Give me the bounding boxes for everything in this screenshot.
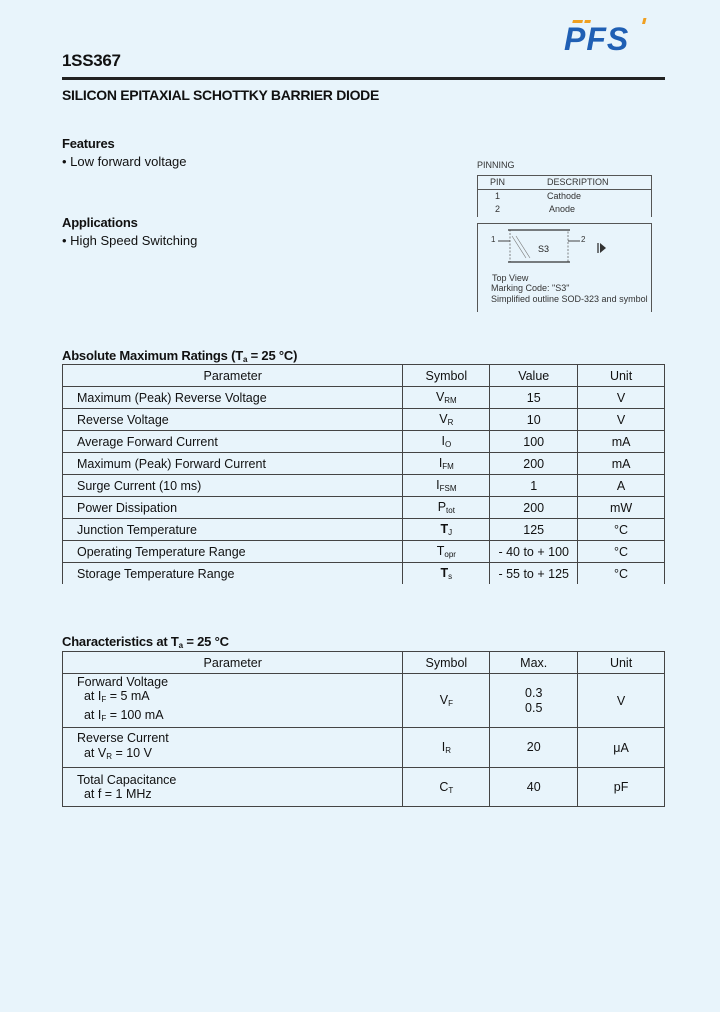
description-header: DESCRIPTION (547, 177, 609, 187)
table-row (63, 674, 665, 728)
param-cell (63, 728, 403, 768)
caption-line: Simplified outline SOD-323 and symbol (491, 294, 648, 304)
symbol-cell: $V_F$ (403, 674, 490, 728)
pin-number: 2 (495, 204, 501, 214)
symbol-cell: $V_R$ (403, 409, 490, 431)
symbol-cell: $T_{opr}$ (403, 541, 490, 563)
unit-cell: °C (578, 563, 665, 585)
table-row (63, 431, 665, 453)
symbol-cell: $C_T$ (403, 768, 490, 807)
unit-cell: μA (578, 728, 665, 768)
header-symbol: Symbol (403, 652, 490, 674)
pin-header: PIN (490, 177, 506, 187)
param-cell: Operating Temperature Range (63, 541, 403, 563)
param-line: at $V_R = 10$ V (77, 745, 152, 761)
symbol-cell: $V_{RM}$ (403, 387, 490, 409)
pfs-logo (560, 16, 650, 56)
value-cell: 10 (490, 409, 578, 431)
header-rule (62, 77, 665, 80)
package-outline-box (477, 223, 652, 312)
caption-line: Top View (492, 273, 529, 283)
param-cell (63, 768, 403, 807)
value-cell: 200 (490, 453, 578, 475)
param-cell: Junction Temperature (63, 519, 403, 541)
param-cell: Maximum (Peak) Forward Current (63, 453, 403, 475)
unit-cell: V (578, 409, 665, 431)
pin-description: Anode (549, 204, 576, 214)
param-cell: Maximum (Peak) Reverse Voltage (63, 387, 403, 409)
param-cell: Average Forward Current (63, 431, 403, 453)
value-cell: 1 (490, 475, 578, 497)
unit-cell: V (578, 674, 665, 728)
header-unit: Unit (578, 652, 665, 674)
param-line: at $I_F = 5$ mA (77, 689, 150, 705)
unit-cell: °C (578, 519, 665, 541)
unit-cell: mA (578, 453, 665, 475)
table-header-row (63, 365, 665, 387)
table-row (63, 475, 665, 497)
pinning-row (478, 191, 651, 204)
symbol-cell: $I_O$ (403, 431, 490, 453)
diagram-marking: S3 (538, 244, 550, 254)
header-parameter: Parameter (63, 365, 403, 387)
param-cell: Reverse Voltage (63, 409, 403, 431)
value-cell: 200 (490, 497, 578, 519)
characteristics-table (62, 651, 665, 807)
table-header-row (63, 652, 665, 674)
param-line: Total Capacitance (77, 772, 177, 787)
logo-text: PFS (564, 21, 630, 56)
pin-number: 1 (495, 191, 501, 201)
sod323-outline-diagram (478, 224, 651, 274)
pinning-row (478, 204, 651, 217)
header-parameter: Parameter (63, 652, 403, 674)
table-row (63, 497, 665, 519)
diagram-pin2-label: 2 (581, 235, 586, 244)
param-cell: Storage Temperature Range (63, 563, 403, 585)
table-row (63, 453, 665, 475)
value-cell: - 40 to + 100 (490, 541, 578, 563)
value-cell: 100 (490, 431, 578, 453)
applications-heading: Applications (62, 215, 138, 230)
max-value: 40 (526, 779, 541, 794)
table-row (63, 409, 665, 431)
value-cell: - 55 to + 125 (490, 563, 578, 585)
symbol-cell: $T_J$ (403, 519, 490, 541)
unit-cell: A (578, 475, 665, 497)
symbol-cell: $T_s$ (403, 563, 490, 585)
feature-item: • Low forward voltage (62, 154, 187, 169)
param-line: at f = 1 MHz (77, 787, 152, 801)
header-unit: Unit (578, 365, 665, 387)
unit-cell: mW (578, 497, 665, 519)
pinning-header-row (478, 176, 651, 190)
table-row (63, 768, 665, 807)
abs-max-title: Absolute Maximum Ratings ($T_a = 25$ °C) (62, 348, 298, 364)
table-row (63, 519, 665, 541)
param-cell: Power Dissipation (63, 497, 403, 519)
table-row (63, 728, 665, 768)
symbol-cell: $I_{FSM}$ (403, 475, 490, 497)
unit-cell: mA (578, 431, 665, 453)
max-value: 20 (526, 740, 541, 755)
diagram-pin1-label: 1 (491, 235, 496, 244)
pinning-title: PINNING (477, 160, 515, 170)
max-value: 0.3 (525, 686, 543, 700)
caption-line: Marking Code: "S3" (491, 283, 570, 293)
features-heading: Features (62, 136, 115, 151)
symbol-cell: $P_{tot}$ (403, 497, 490, 519)
max-cell (490, 728, 578, 768)
symbol-cell: $I_R$ (403, 728, 490, 768)
unit-cell: °C (578, 541, 665, 563)
header-value: Value (490, 365, 578, 387)
pin-description: Cathode (547, 191, 582, 201)
table-row (63, 541, 665, 563)
header-symbol: Symbol (403, 365, 490, 387)
param-cell (63, 674, 403, 728)
max-cell (490, 674, 578, 728)
param-cell: Surge Current (10 ms) (63, 475, 403, 497)
application-item: • High Speed Switching (62, 233, 198, 248)
part-number: 1SS367 (62, 51, 121, 70)
device-subtitle: SILICON EPITAXIAL SCHOTTKY BARRIER DIODE (62, 87, 380, 103)
table-row (63, 563, 665, 585)
table-row (63, 387, 665, 409)
unit-cell: pF (578, 768, 665, 807)
param-line: Reverse Current (77, 731, 169, 745)
diode-symbol-icon (598, 243, 606, 253)
value-cell: 125 (490, 519, 578, 541)
characteristics-title: Characteristics at $T_a = 25$ °C (62, 634, 229, 650)
abs-max-table (62, 364, 665, 584)
param-line: Forward Voltage (77, 674, 169, 689)
header-max: Max. (490, 652, 578, 674)
pinning-table (477, 175, 652, 217)
unit-cell: V (578, 387, 665, 409)
value-cell: 15 (490, 387, 578, 409)
symbol-cell: $I_{FM}$ (403, 453, 490, 475)
max-value: 0.5 (525, 700, 543, 715)
max-cell (490, 768, 578, 807)
param-line: at $I_F = 100$ mA (77, 707, 164, 723)
